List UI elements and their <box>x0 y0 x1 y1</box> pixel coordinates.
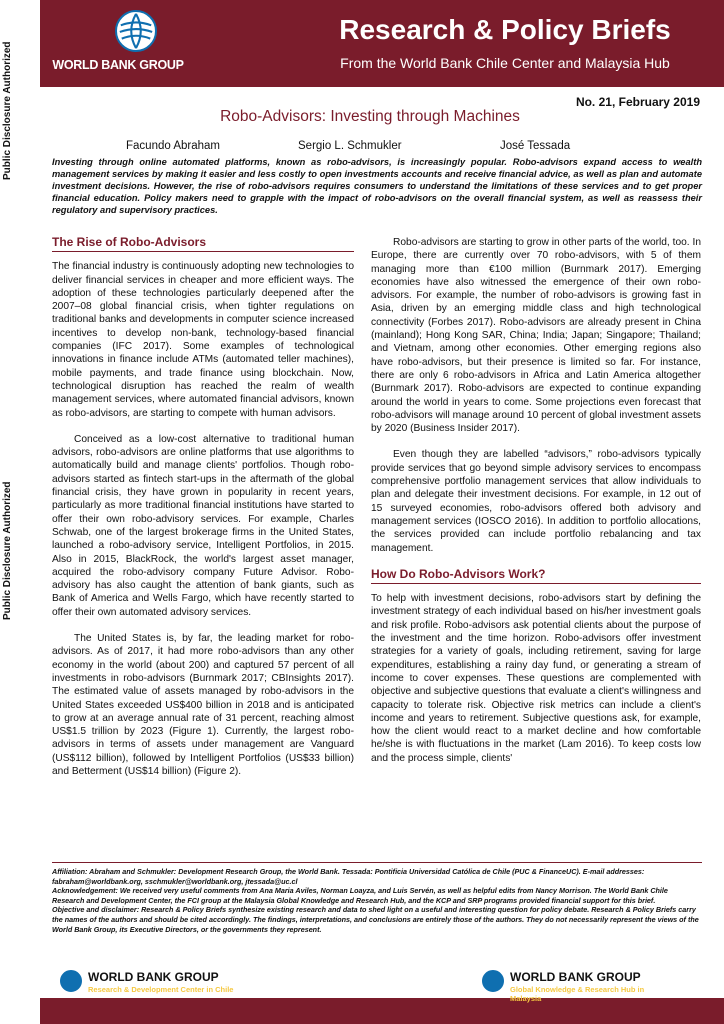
globe-icon <box>480 968 506 994</box>
affiliation-note: Affiliation: Abraham and Schmukler: Development Research Group, the World Bank. Tessada: Pontificia Universidad Católica de Chile (PUC & FinanceUC). E-mail addresses: fabraham@worldbank.org, sschmukler@worldbank.org, jtessada@uc.cl <box>52 867 645 886</box>
left-column <box>52 236 354 791</box>
series-subtitle: From the World Bank Chile Center and Malaysia Hub <box>340 55 670 71</box>
right-column <box>371 236 701 778</box>
body-paragraph: The financial industry is continuously adopting new technologies to deliver financial services in cheaper and more efficient ways. The adoption of these technologies particularly deepened after the 2007–08 global financial crisis, when tighter regulations on traditional banks and developments in computer science increased incentives to develop non-bank, technology-based financial companies (IFC 2017). Some examples of technological innovations in finance include ATMs (automated teller machines), mobile payments, and trade finance using blockchain. Now, technological disruption has reached the realm of wealth management services, where automated financial advisors, known as robo-advisors, are starting to compete with human advisors. <box>52 261 354 419</box>
disclaimer-note: Objective and disclaimer: Research & Policy Briefs synthesize existing research and data to shed light on a useful and interesting question for policy debate. Research & Policy Briefs carry the names of the authors and should be cited accordingly. The findings, interpretations, and conclusions are entirely those of the authors. They do not necessarily represent the views of the World Bank Group, its Executive Directors, or the governments they represent. <box>52 905 699 934</box>
globe-icon <box>58 968 84 994</box>
section-heading: How Do Robo-Advisors Work? <box>371 568 701 584</box>
issue-number: No. 21, February 2019 <box>575 95 700 109</box>
logo-wordmark: WORLD BANK GROUP <box>52 58 184 72</box>
malaysia-hub-logo <box>480 966 660 1014</box>
disclosure-label-top: Public Disclosure Authorized <box>2 41 13 180</box>
body-paragraph: To help with investment decisions, robo-advisors start by defining the investment strategy of each individual based on his/her investment goals and risk profile. Robo-advisors ask potential clients about the purpose of the investment and the time horizon. Robo-advisors offer investment strategies for a variety of goals, including retirement, saving for large expenditures, establishing a rainy day fund, or generating a stream of income to cover expenses. These questions are complemented with objective and subjective questions that evaluate a client's willingness and capacity to tolerate risk. Objective risk metrics can include a client's income and years to retirement. Subjective questions ask, for example, how the client would react to a market decline and how comfortable he/she is with fluctuations in the market (Lam 2016). To keep costs low and the process simple, clients' <box>371 593 701 764</box>
series-title: Research & Policy Briefs <box>339 14 671 45</box>
body-paragraph: Robo-advisors are starting to grow in other parts of the world, too. In Europe, there are currently over 70 robo-advisors, with 5 of them managing more than €100 million (Burnmark 2017). Emerging economies have also witnessed the emergence of their own robo-advisors. For example, the number of robo-advisors is growing fast in Asia, driven by an emerging middle class and high technological connectivity (Forbes 2017). Robo-advisors are already present in China (mainland); Hong Kong SAR, China; India; Japan; Singapore; Thailand; and Vietnam, among other economies. Other emerging regions also have robo-advisors, but their presence is limited so far. For instance, there are only 6 robo-advisors in Africa and Latin America altogether (Burnmark 2017). Robo-advisors are expected to continue expanding around the world in years to come. Some projections even forecast that robo-advisors will manage around 10 percent of global investment assets by 2020 (Business Insider 2017). <box>371 237 701 435</box>
body-paragraph: Conceived as a low-cost alternative to traditional human advisors, robo-advisors are online platforms that use algorithms to automatically build and manage clients' portfolios. Though robo-advisors started as fintech start-ups in the aftermath of the global financial crisis, they have grown in popularity in recent years, particularly as more traditional financial institutions have started to offer their own robo-advisory services. For example, Charles Schwab, one of the largest brokerage firms in the United States, launched a robo-advisory service, Intelligent Portfolios, in 2015. Also in 2015, BlackRock, the world's largest asset manager, acquired the robo-advisory company Future Advisor. Robo-advisory has also caught the attention of bank giants, such as Bank of America and Wells Fargo, which have recently started to offer their own automated advisory services. <box>52 433 354 618</box>
author-name: Facundo Abraham <box>126 140 220 152</box>
section-heading: The Rise of Robo-Advisors <box>52 236 354 252</box>
disclosure-label-bottom: Public Disclosure Authorized <box>2 481 13 620</box>
logo-subtitle: Global Knowledge & Research Hub in Malaysia <box>510 985 645 1003</box>
body-paragraph: The United States is, by far, the leading market for robo-advisors. As of 2017, it had more robo-advisors than any other economy in the world (about 200) and captured 57 percent of all investments in robo-advisors (Burnmark 2017; CBInsights 2017). The estimated value of assets managed by robo-advisors in the United States exceeded US$400 billion in 2018 and is anticipated to grow at an average annual rate of 31 percent, reaching almost US$1.5 trillion by 2023 (Figure 1). Currently, the largest robo-advisors in terms of assets under management are Vanguard (US$112 billion), followed by Intelligent Portfolios (US$33 billion) and Betterment (US$14 billion) (Figure 2). <box>52 633 354 777</box>
logo-wordmark: WORLD BANK GROUP <box>510 970 641 984</box>
world-bank-logo <box>48 8 188 80</box>
acknowledgement-note: Acknowledgement: We received very useful comments from Ana Maria Aviles, Norman Loayza, and Luis Servén, as well as helpful edits from Nancy Morrison. The World Bank Chile Research and Development Center, the FCI group at the Malaysia Global Knowledge and Research Hub, and the KCP and SRP programs provided financial support for this brief. <box>52 886 668 905</box>
footnotes <box>52 862 702 934</box>
logo-wordmark: WORLD BANK GROUP <box>88 970 219 984</box>
brief-title: Robo-Advisors: Investing through Machines <box>220 108 520 125</box>
author-name: José Tessada <box>500 140 571 152</box>
body-paragraph: Even though they are labelled “advisors,” robo-advisors typically provide services that go beyond simple advisory services to encompass comprehensive portfolio management services that allow individuals to plan and delegate their investment decisions. For example, in 12 out of 15 surveyed economies, robo-advisors offered both advisory and management services (IOSCO 2016). In addition to portfolio allocations, the services provided can include portfolio rebalancing and tax management. <box>371 449 701 554</box>
author-name: Sergio L. Schmukler <box>298 140 402 152</box>
chile-center-logo <box>58 966 238 1014</box>
abstract: Investing through online automated platforms, known as robo-advisors, is increasingly popular. Robo-advisors expand access to wealth management services by making it easier and less costly to open investments accounts and receive financial advice, as well as plan and automate investment decisions. However, the rise of robo-advisors requires consumers to understand the limitations of these services and to get proper financial education. Policy makers need to grapple with the impact of robo-advisors on the overall financial system, as well as reassess their regulatory and supervisory practices. <box>52 157 702 215</box>
globe-icon <box>115 10 157 52</box>
logo-subtitle: Research & Development Center in Chile <box>88 985 234 994</box>
